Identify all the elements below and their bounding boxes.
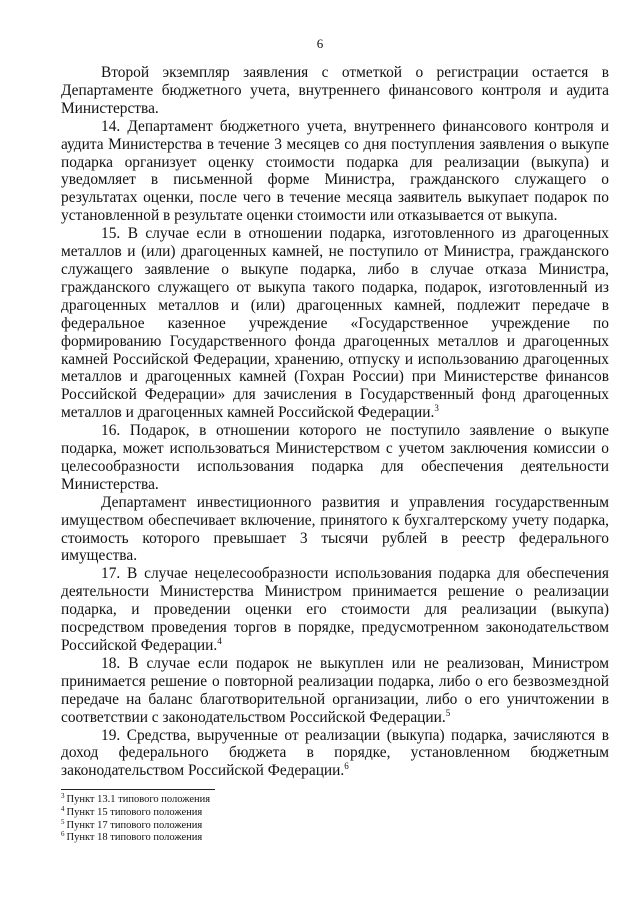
footnote <box>61 832 461 845</box>
paragraph <box>61 494 609 566</box>
paragraph-text: Департамент инвестиционного развития и управления государственным имуществом обеспечивает включение, принятого к бухгалтерскому учету подарка, стоимость которого превышает 3 тысячи рублей в реестр федерального имущества. <box>61 493 609 565</box>
footnote <box>61 794 461 807</box>
paragraph-text: 15. В случае если в отношении подарка, изготовленного из драгоценных металлов и (или) драгоценных камней, не поступило от Министра, гражданского служащего заявление о выкупе подарка, либо в случае отказа Министра, гражданского служащего от выкупа такого подарка, подарок, изготовленный из драгоценных металлов и (или) драгоценных камней, подлежит передаче в федеральное казенное учреждение «Государственное учреждение по формированию Государственного фонда драгоценных металлов и драгоценных камней Российской Федерации, хранению, отпуску и использованию драгоценных металлов и драгоценных камней (Гохран России) при Министерстве финансов Российской Федерации» для зачисления в Государственный фонд драгоценных металлов и драгоценных камней Российской Федерации. <box>61 225 609 422</box>
footnote-text: Пункт 18 типового положения <box>66 832 203 844</box>
footnote <box>61 817 461 833</box>
footnote-text: Пункт 13.1 типового положения <box>66 794 211 805</box>
paragraph-16 <box>61 422 609 494</box>
footnote-ref[interactable]: 5 <box>445 707 451 718</box>
paragraph-text: 19. Средства, вырученные от реализации (выкупа) подарка, зачисляются в доход федерального бюджета в порядке, установленном бюджетным законодательством Российской Федерации. <box>61 726 609 780</box>
paragraph-17 <box>61 565 609 655</box>
paragraph-text: 18. В случае если подарок не выкуплен или не реализован, Министром принимается решение о повторной реализации подарка, либо о его безвозмездной передаче на баланс благотворительной организации, либо о его уничтожении в соответствии с законодательством Российской Федерации. <box>61 654 609 726</box>
paragraph-15 <box>61 225 609 422</box>
footnote-text: Пункт 17 типового положения <box>66 819 203 831</box>
paragraph-19 <box>61 727 609 781</box>
paragraph-text: Второй экземпляр заявления с отметкой о регистрации остается в Департаменте бюджетного учета, внутреннего финансового контроля и аудита Министерства. <box>61 64 609 117</box>
footnote <box>61 804 461 820</box>
footnote-mark: 3 <box>61 792 65 800</box>
footnote-mark: 5 <box>61 817 65 826</box>
footnote-mark: 6 <box>61 830 65 839</box>
paragraph-14 <box>61 118 609 225</box>
paragraph-text: 16. Подарок, в отношении которого не поступило заявление о выкупе подарка, может использоваться Министерством с учетом заключения комиссии о целесообразности использования подарка для обеспечения деятельности Министерства. <box>61 422 609 493</box>
paragraph-text: 17. В случае нецелесообразности использования подарка для обеспечения деятельности Министерства Министром принимается решение о реализации подарка, и проведении оценки его стоимости для реализации (выкупа) посредством проведения торгов в порядке, предусмотренном законодательством Российской Федерации. <box>61 565 609 654</box>
page-number: 6 <box>316 36 324 51</box>
footnote-text: Пункт 15 типового положения <box>66 806 203 818</box>
paragraph-text: 14. Департамент бюджетного учета, внутреннего финансового контроля и аудита Министерства в течение 3 месяцев со дня поступления заявления о выкупе подарка организует оценку стоимости подарка для реализации (выкупа) и уведомляет в письменной форме Министра, гражданского служащего о результатах оценки, после чего в течение месяца заявитель выкупает подарок по установленной в результате оценки стоимости или отказывается от выкупа. <box>61 117 609 225</box>
document-body <box>61 64 609 780</box>
paragraph-18 <box>61 655 609 727</box>
footnote-ref[interactable]: 6 <box>344 761 349 772</box>
footnote-mark: 4 <box>61 804 65 813</box>
footnote-ref[interactable]: 4 <box>217 636 222 646</box>
footnote-ref[interactable]: 3 <box>434 403 439 414</box>
paragraph <box>61 64 609 118</box>
footnotes <box>61 794 461 845</box>
footnote-divider <box>61 789 215 790</box>
